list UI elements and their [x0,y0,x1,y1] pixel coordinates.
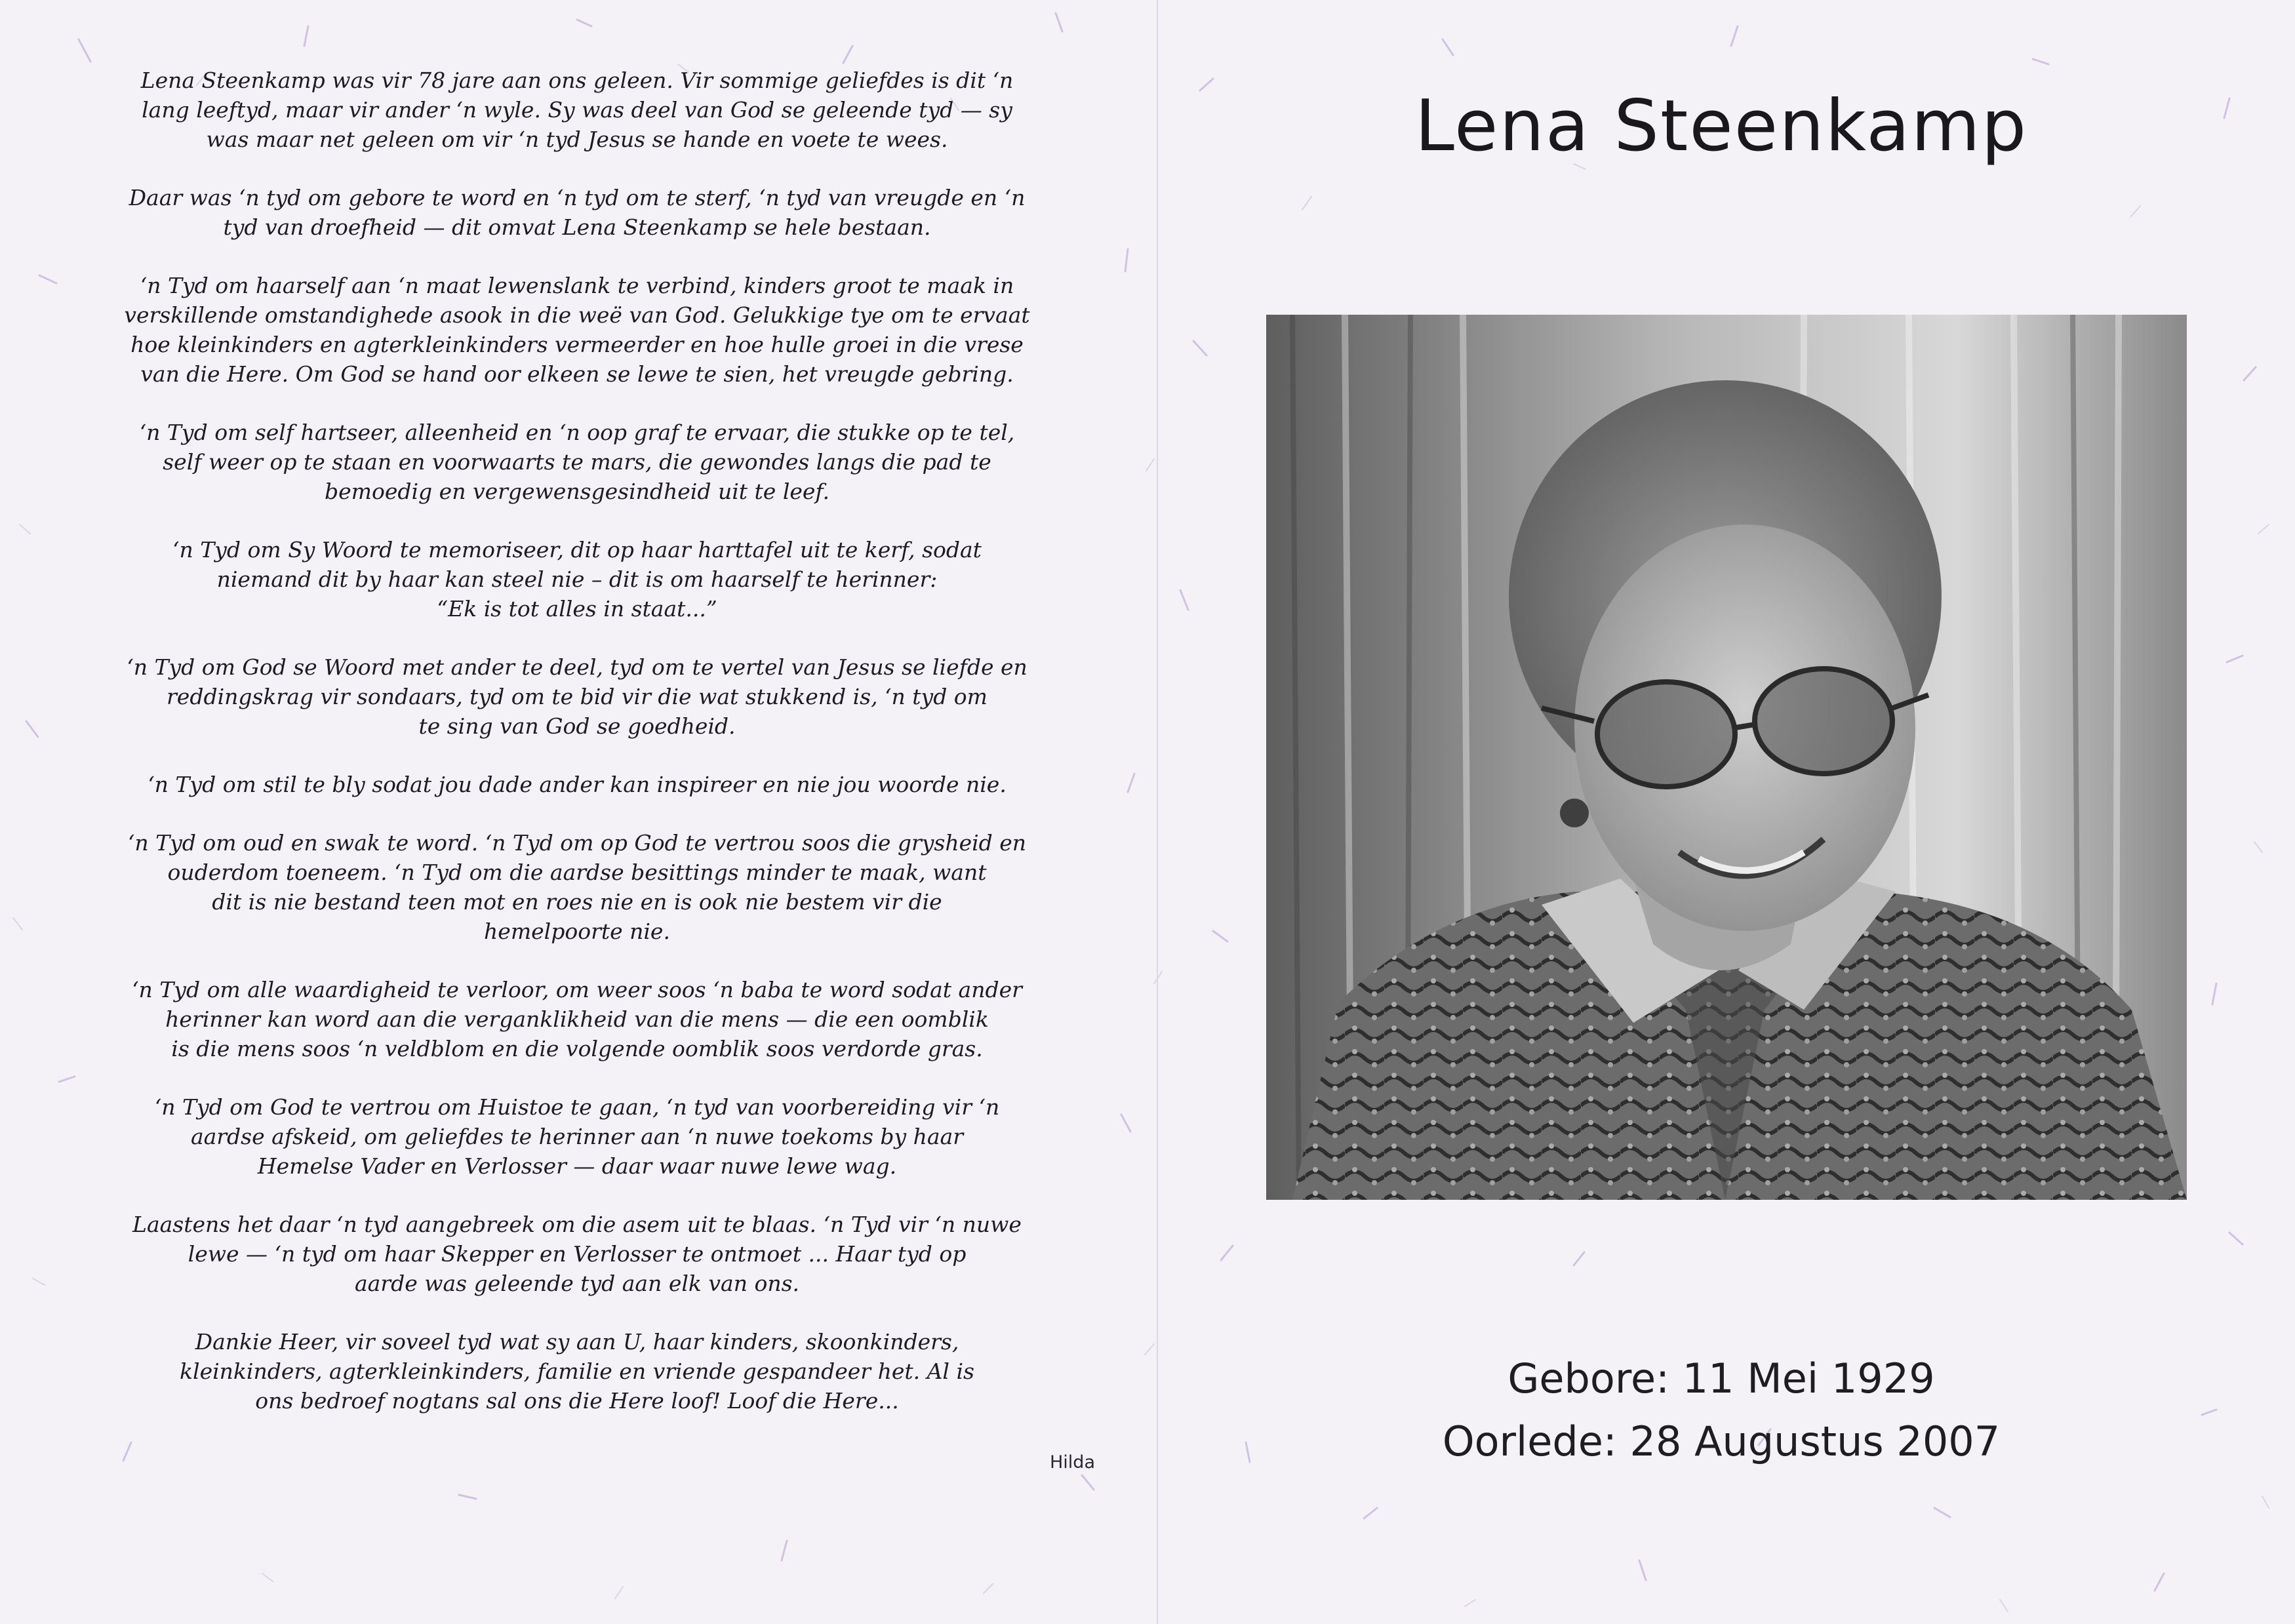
poem-line: Lena Steenkamp was vir 78 jare aan ons geleen. Vir sommige geliefdes is dit ‘n [140,68,1014,93]
poem-line: “Ek is tot alles in staat...” [437,596,717,622]
poem-stanza [46,271,1108,389]
poem-stanza [46,1210,1108,1298]
poem-line: self weer op te staan en voorwaarts te mars, die gewondes langs die pad te [163,449,991,475]
poem-stanza [46,535,1108,624]
poem-stanza [46,418,1108,506]
poem-line: aarde was geleende tyd aan elk van ons. [354,1271,800,1296]
death-date: Oorlede: 28 Augustus 2007 [1442,1417,2001,1465]
poem-line: hemelpoorte nie. [484,919,670,944]
poem-line: ‘n Tyd om Sy Woord te memoriseer, dit op haar harttafel uit te kerf, sodat [172,537,982,563]
poem-line: te sing van God se goedheid. [418,713,736,739]
poem-line: hoe kleinkinders en agterkleinkinders vermeerder en hoe hulle groei in die vrese [130,332,1024,357]
poem-line: herinner kan word aan die verganklikheid van die mens — die een oomblik [165,1006,989,1032]
poem-stanza [46,1092,1108,1181]
poem-line: bemoedig en vergewensgesindheid uit te leef. [325,479,829,504]
poem-line: niemand dit by haar kan steel nie – dit is om haarself te herinner: [216,566,938,592]
poem-line: lang leeftyd, maar vir ander ‘n wyle. Sy was deel van God se geleende tyd — sy [142,97,1012,123]
poem-stanza [46,770,1108,799]
birth-date: Gebore: 11 Mei 1929 [1507,1355,1935,1402]
poem-text [46,66,1108,1416]
poem-line: Hemelse Vader en Verlosser — daar waar nuwe lewe wag. [257,1153,897,1179]
poem-line: dit is nie bestand teen mot en roes nie en is ook nie bestem vir die [212,889,942,915]
page-fold [1157,0,1158,1624]
poem-line: verskillende omstandighede asook in die weë van God. Gelukkige tye om te ervaat [124,302,1030,328]
poem-line: lewe — ‘n tyd om haar Skepper en Verlosser te ontmoet ... Haar tyd op [188,1241,967,1267]
poem-line: ouderdom toeneem. ‘n Tyd om die aardse besittings minder te maak, want [167,860,987,885]
poem-stanza [46,1327,1108,1416]
poem-stanza [46,828,1108,946]
poem-line: ‘n Tyd om oud en swak te word. ‘n Tyd om op God te vertrou soos die grysheid en [127,830,1027,856]
poem-line: was maar net geleen om vir ‘n tyd Jesus se hande en voete te wees. [206,127,948,152]
poem-line: ‘n Tyd om alle waardigheid te verloor, om weer soos ‘n baba te word sodat ander [132,977,1022,1002]
poem-line: Laastens het daar ‘n tyd aangebreek om die asem uit te blaas. ‘n Tyd vir ‘n nuwe [132,1212,1022,1237]
deceased-name: Lena Steenkamp [1414,85,2028,167]
poem-line: Dankie Heer, vir soveel tyd wat sy aan U, haar kinders, skoonkinders, [195,1329,959,1355]
poem-line: ‘n Tyd om stil te bly sodat jou dade ander kan inspireer en nie jou woorde nie. [148,772,1007,797]
life-dates [1266,1347,2177,1473]
poem-line: tyd van droefheid — dit omvat Lena Steenkamp se hele bestaan. [223,214,931,240]
poem-line: aardse afskeid, om geliefdes te herinner aan ‘n nuwe toekoms by haar [190,1124,964,1149]
poem-line: reddingskrag vir sondaars, tyd om te bid vir die wat stukkend is, ‘n tyd om [167,684,988,709]
poem-page [46,66,1108,1574]
poem-line: Daar was ‘n tyd om gebore te word en ‘n tyd om te sterf, ‘n tyd van vreugde en ‘n [129,185,1026,210]
poem-line: ‘n Tyd om God te vertrou om Huistoe te gaan, ‘n tyd van voorbereiding vir ‘n [154,1094,1000,1120]
poem-signature: Hilda [1050,1452,1095,1473]
poem-line: ‘n Tyd om self hartseer, alleenheid en ‘n oop graf te ervaar, die stukke op te tel, [139,420,1015,445]
poem-line: ‘n Tyd om God se Woord met ander te deel, tyd om te vertel van Jesus se liefde en [127,654,1028,680]
poem-line: is die mens soos ‘n veldblom en die volgende oomblik soos verdorde gras. [171,1036,983,1061]
poem-line: ‘n Tyd om haarself aan ‘n maat lewenslank te verbind, kinders groot te maak in [140,273,1014,298]
poem-line: ons bedroef nogtans sal ons die Here loof! Loof die Here... [255,1388,899,1414]
portrait-photo [1266,315,2187,1200]
poem-line: kleinkinders, agterkleinkinders, familie en vriende gespandeer het. Al is [180,1358,974,1384]
poem-stanza [46,183,1108,242]
poem-stanza [46,66,1108,154]
poem-line: van die Here. Om God se hand oor elkeen se lewe te sien, het vreugde gebring. [140,361,1014,387]
poem-stanza [46,975,1108,1063]
poem-stanza [46,652,1108,741]
